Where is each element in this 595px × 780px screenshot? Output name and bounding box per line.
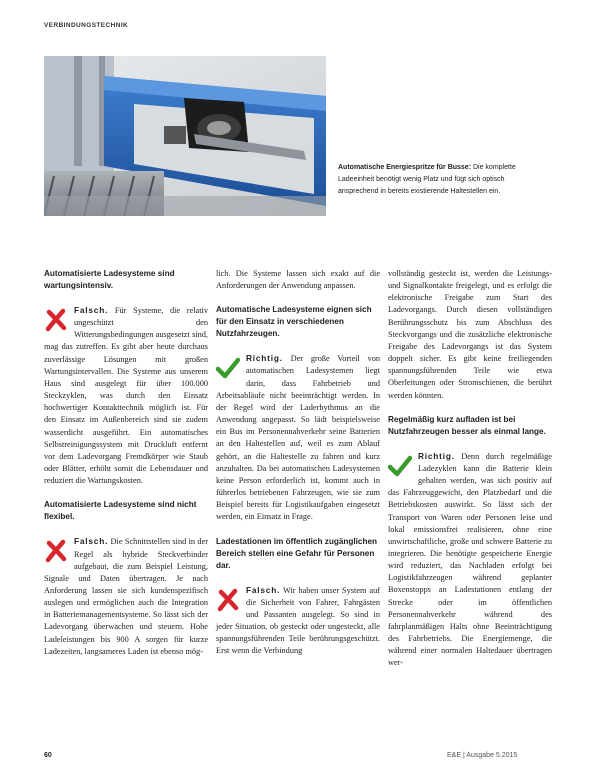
paragraph-safety [216, 584, 380, 658]
paragraph-text: Die Schnittstellen sind in der Regel als hybride Steckverbinder aufgebaut, die zum Beispiel Leistung, Signale und Daten übertragen. Je nach Anforderung lassen sie sich kundenspezifisch auslegen und ermöglichen auch die Integration in Batteriemanagementsysteme. So lässt sich der Ladevorgang überwachen und steuern. Hohe Ladeleistungen bis 900 A sorgen für kurze Ladezeiten, langsameres Laden ist ebenso mög- [44, 537, 208, 656]
verdict-true: Richtig. [246, 353, 283, 364]
verdict-false: Falsch. [74, 305, 109, 315]
heading-safety: Ladestationen im öffentlich zugänglichen Bereich stellen eine Gefahr für Personen dar. [216, 536, 378, 570]
paragraph-continued: vollständig gesteckt ist, werden die Leistungs- und Signalkontakte freigelegt, und es erfolgt die elektronische Freigabe zum Start des Ladevorgangs. Durch diesen vollständigen Berührungsschutz bis zum Abschluss des Steckvorgangs und die zusätzliche elektronische Freigabe des Ladevorgangs ist das System doppelt sicher. Es gibt keine freiliegenden spannungsführenden Teile wie etwa Oberleitungen oder Stromschienen, die berührt werden könnten. [388, 269, 552, 400]
green-check-icon [216, 356, 240, 380]
red-cross-icon [44, 308, 68, 332]
paragraph-text: Der große Vorteil von automatischen Ladesystemen liegt darin, dass Fahrbetrieb und Arbeitsabläufe nicht beeinträchtigt werden. In der Regel wird der Laderhythmus an die Anwendung angepasst. So lädt beispielsweise ein Bus im Personennahverkehr seine Batterien an den Haltestellen auf, weil es zum Ablauf gehört, an die Haltestelle zu fahren und kurz anzuhalten. Da bei automatischen Ladesystemen keine Person erforderlich ist, kommt auch in führerlos betriebenen Fahrzeugen, wie sie zum Beispiel bereits für Logistikaufgaben eingesetzt werden, ein Einsatz in Frage. [216, 354, 380, 522]
column-1 [44, 268, 208, 670]
paragraph-short-charging [388, 450, 552, 670]
heading-flexibility: Automatisierte Ladesysteme sind nicht flexibel. [44, 500, 197, 522]
photo-caption [338, 162, 518, 198]
page-number: 60 [44, 752, 52, 759]
caption-lead: Automatische Energiespritze für Busse: [338, 164, 472, 171]
magazine-issue: E&E | Ausgabe 5.2015 [447, 752, 518, 759]
red-cross-icon [44, 539, 68, 563]
paragraph-text: Für Systeme, die relativ ungeschützt den Witterungsbedingungen ausgesetzt sind, mag das zutreffen. Es gibt aber heute durchaus zuverlässige Lösungen mit großen Wartungsintervallen. Die Systeme aus unserem Haus sind ausgelegt für über 100.000 Steckzyklen, was durch den Einsatz hochwertiger Kontakttechnik möglich ist. Für den Einsatz im Außenbereich sind sie zudem wasserdicht ausgeführt. Ein automatisches Selbstreinigungssystem mit Druckluft entfernt vor dem Ladevorgang Fremdkörper wie Staub oder Blätter, erhöht somit die Lebensdauer und reduziert die Wartungskosten. [44, 306, 208, 486]
heading-vehicles: Automatische Ladesysteme eignen sich für den Einsatz in verschiedenen Nutzfahrzeugen. [216, 305, 372, 339]
caption-text: Die komplette Ladeeinheit benötigt wenig Platz und fügt sich optisch ansprechend in bereits existierende Haltestellen ein. [338, 164, 516, 195]
red-cross-icon [216, 588, 240, 612]
heading-maintenance: Automatisierte Ladesysteme sind wartungsintensiv. [44, 269, 175, 290]
paragraph-text: Denn durch regelmäßige Ladezyklen kann die Batterie klein gehalten werden, was sich positiv auf das Fahrzeuggewicht, den Platzbedarf und die Betriebskosten auswirkt. So lässt sich der Transport von Waren oder Personen leise und lokal emissionsfrei realisieren, ohne eine unwirtschaftliche, große und schwere Batterie zu integrieren. Die benötigte gespeicherte Energie wird reduziert, das Nachladen erfolgt bei Logistikfahrzeugen während geplanter Boxenstopps an Ladestationen entlang der Strecke oder im öffentlichen Personennahverkehr während des fahrplanmäßigen Halts ohne Beeinträchtigung des Fahrbetriebs. Die Energiemenge, die während einer normalen Haltedauer übertragen wer- [388, 451, 552, 668]
section-label: VERBINDUNGSTECHNIK [44, 22, 129, 29]
green-check-icon [388, 454, 412, 478]
heading-short-charging: Regelmäßig kurz aufladen ist bei Nutzfahrzeugen besser als einmal lange. [388, 414, 546, 436]
column-3 [388, 268, 552, 682]
verdict-false: Falsch. [246, 584, 281, 595]
paragraph-continued: lich. Die Systeme lassen sich exakt auf die Anforderungen der Anwendung anpassen. [216, 269, 380, 291]
paragraph-flexibility [44, 535, 208, 658]
paragraph-vehicles [216, 352, 380, 523]
paragraph-maintenance [44, 304, 208, 487]
verdict-true: Richtig. [418, 450, 455, 461]
verdict-false: Falsch. [74, 536, 109, 547]
column-2 [216, 268, 380, 669]
charging-station-photo [44, 56, 326, 216]
paragraph-text: Wir haben unser System auf die Sicherheit von Fahrer, Fahrgästen und Passanten ausgelegt. So sind in jeder Situation, ob gesteckt oder ungesteckt, alle spannungsführenden Teile berührungsgeschützt. Erst wenn die Verbindung [216, 585, 380, 656]
